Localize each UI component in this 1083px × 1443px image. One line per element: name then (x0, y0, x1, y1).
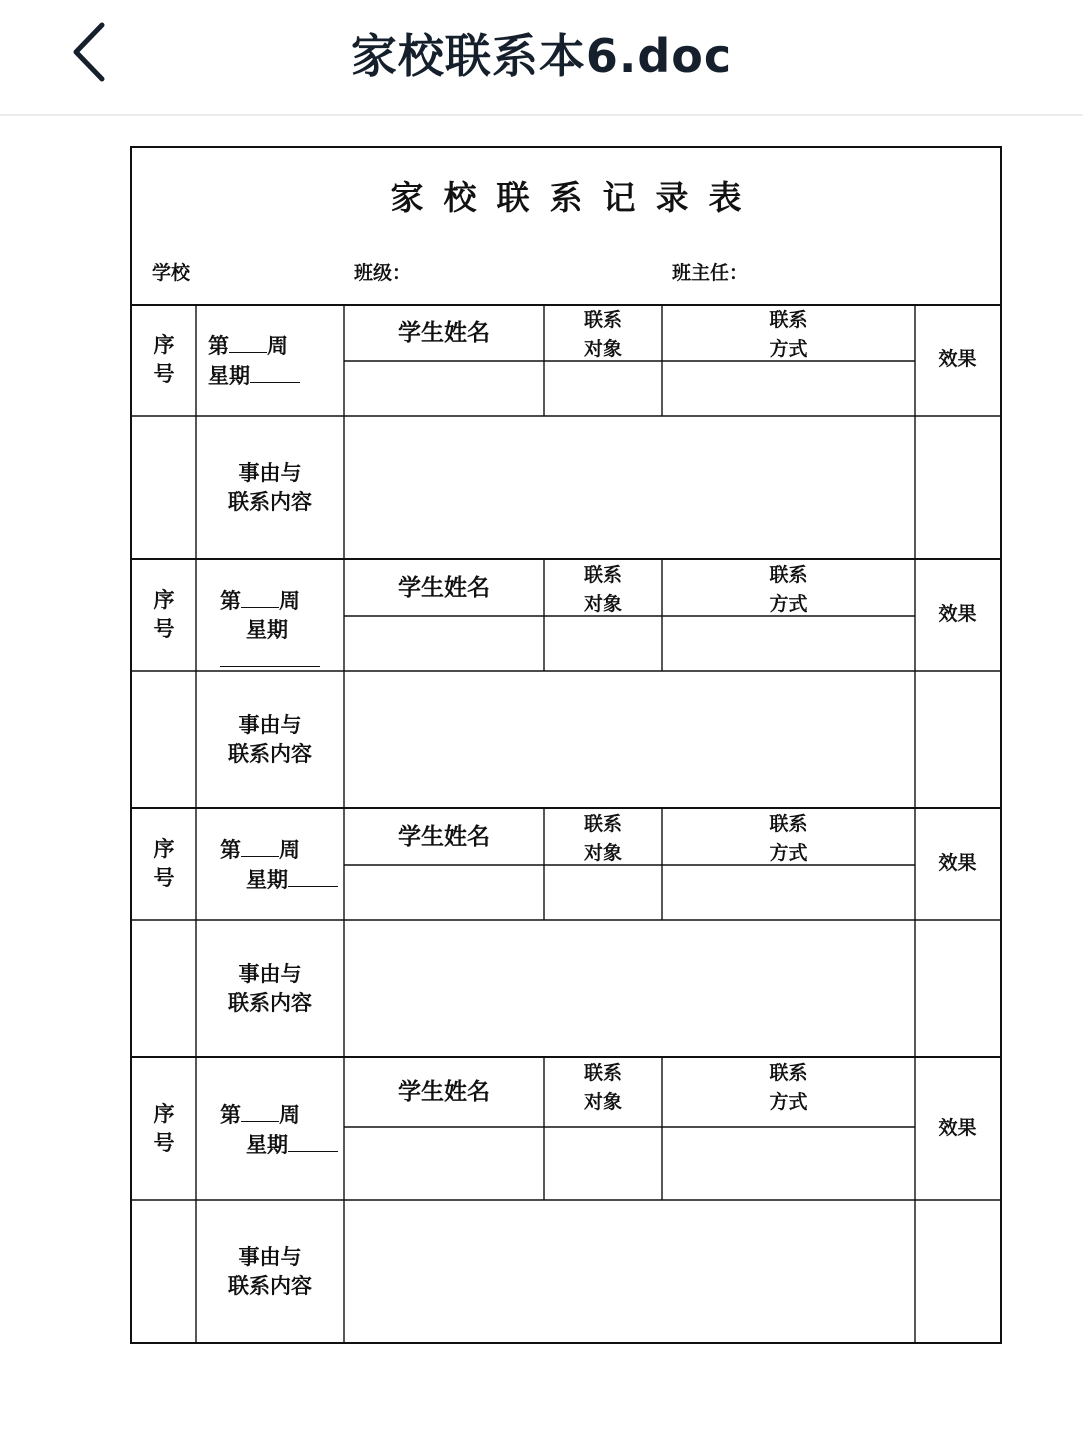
label-text: 联系内容 (228, 989, 312, 1015)
fill-in-blank[interactable] (250, 360, 300, 383)
label-text: 序 (153, 332, 175, 357)
contact-target-header (544, 561, 662, 619)
student-name-cell[interactable] (346, 867, 542, 918)
label-text: 方式 (769, 1091, 808, 1113)
fill-in-blank[interactable] (288, 864, 338, 887)
label-text: 学生姓名 (398, 318, 490, 346)
school-label: 学校 (152, 262, 191, 284)
label-text: 方式 (769, 593, 808, 615)
label-text: 号 (153, 865, 175, 890)
label-text: 联系 (583, 1062, 622, 1084)
reason-label (196, 1242, 344, 1300)
label-text: 对象 (583, 1091, 622, 1113)
reason-content-cell[interactable] (346, 673, 913, 806)
label-text: 学生姓名 (398, 1078, 490, 1105)
seq-label (132, 834, 196, 892)
student-name-header (344, 822, 544, 851)
label-text: 事由与 (238, 711, 302, 737)
label-text: 序 (153, 1100, 175, 1126)
label-text: 第 (220, 837, 241, 862)
student-name-cell[interactable] (346, 1129, 542, 1198)
label-text: 联系内容 (228, 740, 312, 766)
label-text: 联系 (769, 309, 808, 331)
label-text: 联系 (769, 1062, 808, 1084)
contact-method-header (662, 810, 915, 868)
label-text: 星期 (208, 363, 250, 388)
contact-target-cell[interactable] (546, 1129, 660, 1198)
class-label: 班级： (354, 262, 412, 284)
contact-target-cell[interactable] (546, 618, 660, 669)
effect-label (915, 1114, 1000, 1143)
seq-label (132, 330, 196, 388)
label-text: 星期 (246, 867, 288, 892)
label-text: 学生姓名 (398, 573, 490, 601)
label-text: 星期 (246, 1131, 288, 1157)
contact-method-cell[interactable] (664, 363, 913, 414)
reason-label (196, 710, 344, 768)
student-name-cell[interactable] (346, 363, 542, 414)
label-text: 序 (153, 836, 175, 861)
label-text: 联系 (583, 564, 622, 586)
form-title: 家校联系记录表 (390, 178, 762, 217)
student-name-header (344, 1077, 544, 1106)
fill-in-blank[interactable] (288, 1129, 338, 1152)
label-text: 效果 (938, 348, 977, 370)
contact-target-cell[interactable] (546, 363, 660, 414)
contact-target-header (544, 1059, 662, 1117)
reason-label (196, 959, 344, 1017)
label-text: 事由与 (238, 1244, 302, 1269)
label-text: 联系 (769, 813, 808, 835)
label-text: 第 (208, 333, 229, 358)
reason-content-cell[interactable] (346, 922, 913, 1055)
label-text: 效果 (938, 852, 977, 874)
label-text: 号 (153, 361, 175, 386)
contact-method-cell[interactable] (664, 1129, 913, 1198)
contact-method-cell[interactable] (664, 618, 913, 669)
label-text: 号 (153, 616, 175, 641)
label-text: 周 (279, 1101, 300, 1127)
label-text: 周 (279, 588, 300, 613)
label-text: 方式 (769, 842, 808, 864)
label-text: 第 (220, 588, 241, 613)
fill-in-blank[interactable] (220, 644, 320, 667)
student-name-cell[interactable] (346, 618, 542, 669)
contact-method-cell[interactable] (664, 867, 913, 918)
label-text: 效果 (938, 603, 977, 625)
reason-content-cell[interactable] (346, 418, 913, 557)
seq-label (132, 1099, 196, 1157)
label-text: 联系 (583, 309, 622, 331)
label-text: 对象 (583, 593, 622, 615)
student-name-header (344, 573, 544, 602)
label-text: 对象 (583, 842, 622, 864)
contact-target-header (544, 810, 662, 868)
label-text: 周 (279, 837, 300, 862)
effect-content-cell[interactable] (917, 673, 998, 806)
contact-target-header (544, 306, 662, 364)
contact-method-header (662, 306, 915, 364)
fill-in-blank[interactable] (241, 1099, 279, 1122)
label-text: 学生姓名 (398, 822, 490, 850)
document-title: 家校联系本6.doc (350, 29, 733, 83)
reason-content-cell[interactable] (346, 1202, 913, 1342)
label-text: 周 (267, 333, 288, 358)
label-text: 效果 (938, 1116, 977, 1139)
seq-label (132, 585, 196, 643)
label-text: 号 (153, 1129, 175, 1155)
contact-record-sheet (130, 146, 1002, 1344)
effect-label (915, 345, 1000, 374)
top-bar (0, 0, 1083, 116)
student-name-header (344, 318, 544, 347)
label-text: 联系 (583, 813, 622, 835)
contact-target-cell[interactable] (546, 867, 660, 918)
effect-label (915, 849, 1000, 878)
label-text: 事由与 (238, 960, 302, 986)
effect-content-cell[interactable] (917, 1202, 998, 1342)
fill-in-blank[interactable] (241, 585, 279, 608)
label-text: 方式 (769, 338, 808, 360)
effect-content-cell[interactable] (917, 922, 998, 1055)
reason-label (196, 458, 344, 516)
label-text: 联系内容 (228, 488, 312, 514)
contact-method-header (662, 1059, 915, 1117)
label-text: 序 (153, 587, 175, 612)
label-text: 事由与 (238, 459, 302, 485)
label-text: 联系 (769, 564, 808, 586)
effect-label (915, 600, 1000, 629)
contact-method-header (662, 561, 915, 619)
label-text: 星期 (246, 617, 288, 642)
teacher-label: 班主任： (672, 262, 749, 284)
fill-in-blank[interactable] (229, 330, 267, 353)
label-text: 对象 (583, 338, 622, 360)
label-text: 第 (220, 1101, 241, 1127)
label-text: 联系内容 (228, 1273, 312, 1298)
effect-content-cell[interactable] (917, 418, 998, 557)
fill-in-blank[interactable] (241, 834, 279, 857)
